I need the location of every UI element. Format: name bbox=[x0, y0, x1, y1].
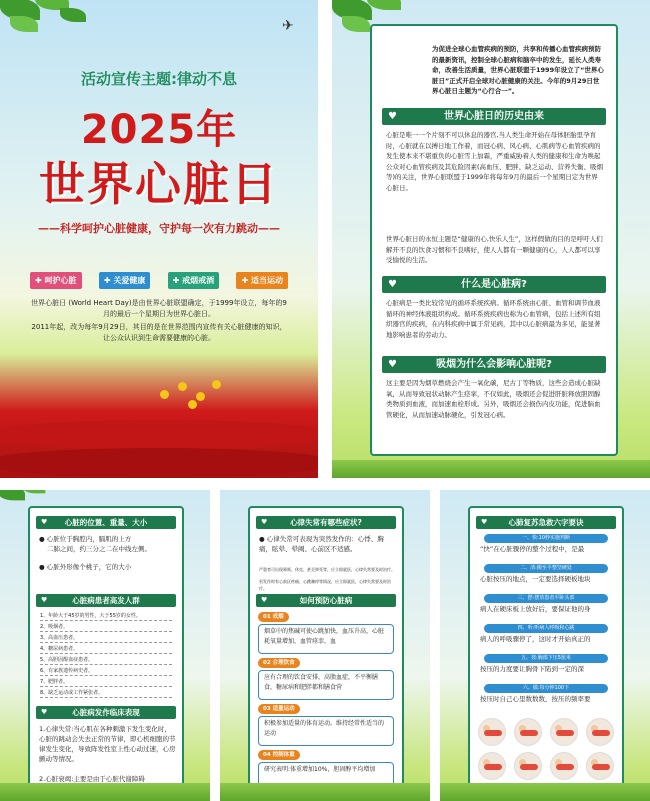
item-text: 积极参加适量的体育运动。维持经常性适当的运动 bbox=[258, 716, 394, 746]
step-text: 按压时自己心里数数数，按压的频率要 bbox=[480, 695, 591, 703]
heart-icon: ♥ bbox=[388, 279, 397, 290]
section-paragraph: 1.心律失常:当心肌在各种刺激下发生变化时，心脏的跳动会失去正常的节律，即心机细胞的节律发生变化，导致阵发性室上性心动过速，心房颤动等情况。 bbox=[39, 725, 176, 763]
heart-icon: ♥ bbox=[261, 596, 268, 604]
poster-cpr bbox=[440, 490, 650, 801]
note-text: 若发作时有心前区疼痛、心跳骤停等情况，应立即就医，心律失常要及时治疗。 bbox=[259, 579, 391, 591]
list-item: 4、糖尿病患者。 bbox=[40, 645, 172, 654]
intro-paragraph: 为促进全球心血管疾病的预防，共享和传播心血管疾病预防的最新资讯，控制全球心脏病和脑卒中的发生，延长人类寿命，改善生活质量，世界心脏联盟于1999年设立了“世界心脏日”正式开启全球对心脏健康的关注。今年的9月29日世界心脏日主题为“心行合一”。 bbox=[432, 45, 604, 95]
section-heading: ♥ 什么是心脏病? bbox=[382, 276, 606, 293]
grass-decoration bbox=[220, 783, 430, 801]
red-ribbon bbox=[0, 420, 318, 450]
cpr-illustration bbox=[514, 752, 542, 780]
heart-icon: ♥ bbox=[388, 111, 397, 122]
poster-prevention bbox=[220, 490, 430, 801]
section-paragraph: 心脏病是一类比较常见的循环系统疾病。循环系统由心脏、血管和调节血液循环的神经体液组织构成。循环系统疾病也称为心血管病，包括上述所有组织器官的疾病，在内科疾病中属于常见病，其中以心脏病最为多见，能显著地影响患者的劳动力。 bbox=[386, 299, 601, 339]
poster-history bbox=[332, 0, 650, 478]
tag-row bbox=[30, 272, 288, 289]
section-heading: ♥ 心脏病患者高发人群 bbox=[36, 594, 176, 607]
step-text: 按压的力度要让胸骨下陷到一定的深 bbox=[480, 665, 584, 673]
tag-badge: ✚ 呵护心脏 bbox=[30, 272, 82, 289]
section-paragraph: 世界心脏日的永恒主题是“健康的心,快乐人生”，这样假做的目的是呼吁人们解开不良的饮食习惯和不良嗜好，使人人都有一颗健康的心，人人都可以享受愉悦的生活。 bbox=[386, 235, 603, 264]
step-text: 病人在硬床板上放好后，要保证他的身 bbox=[480, 605, 591, 613]
poster-main bbox=[0, 0, 318, 478]
section-heading: ♥ 吸烟为什么会影响心脏呢? bbox=[382, 356, 606, 373]
cpr-illustration bbox=[478, 718, 506, 746]
item-text: 烟草中的焦碱可使心跳加快，血压升高，心脏耗氧量增加，血管痉挛，血 bbox=[258, 624, 394, 654]
item-label: 02 合理饮食 bbox=[258, 658, 300, 668]
cpr-illustration bbox=[514, 718, 542, 746]
section-heading: ♥ 心律失常有哪些症状? bbox=[256, 516, 396, 529]
item-label: 04 控制体重 bbox=[258, 750, 300, 760]
tag-badge: ✚ 关爱健康 bbox=[99, 272, 151, 289]
grass-decoration bbox=[440, 783, 650, 801]
section-paragraph: 心脏是唯一一个片刻不可以休息的器官,当人类生命开始在母体胚胎里孕育时，心脏就在以搏日地工作着，而冠心病、风心病、心肌病等心血管疾病的发生使本来不堪重负的心脏雪上加霜，严重威胁着人类的健康和生命为唤起公众对心血管疾病及其危险因素(高血压、肥胖、缺乏运动、营养失衡、吸烟等)的关注，世界心脏联盟于1999年将每年9月的最后一个星期日定为世界心脏日。 bbox=[386, 131, 604, 192]
step-text: 病人的呼吸骤停了，这时才开始真正的 bbox=[480, 635, 591, 643]
step-heading: 六、做:每分钟100下 bbox=[484, 684, 608, 693]
heart-icon: ♥ bbox=[388, 359, 397, 370]
step-heading: 二、清:搬至平整坚硬处 bbox=[484, 564, 608, 573]
item-label: 01 戒烟 bbox=[258, 612, 289, 622]
cpr-illustration bbox=[550, 752, 578, 780]
list-item: ● 心脏外形像个桃子，它的大小 bbox=[39, 563, 132, 571]
year-heading: 2025年 bbox=[80, 107, 238, 153]
leaves-decoration bbox=[0, 0, 100, 48]
list-item: 7、肥胖者。 bbox=[40, 678, 172, 687]
step-text: “快”在心脏骤停的整个过程中，是最 bbox=[480, 545, 585, 553]
grass-decoration bbox=[0, 783, 210, 801]
item-label: 03 适量运动 bbox=[258, 704, 300, 714]
content-card bbox=[370, 24, 618, 456]
cpr-illustration bbox=[478, 752, 506, 780]
content-card bbox=[248, 506, 404, 791]
list-item: 8、缺乏运动或工作紧张者。 bbox=[40, 689, 172, 698]
list-item: 1、年龄大于45岁的男性，大于55岁的女性。 bbox=[40, 612, 172, 621]
section-heading: ♥ 心脏的位置、重量、大小 bbox=[36, 516, 176, 529]
section-paragraph: 这主要是因为烟草燃烧会产生一氧化碳，尼古丁等物质，这些会造成心脏缺氧，从而导致冠状动脉产生痉挛，不仅如此，吸烟还会促进肝脏释放胆固醇类物质到血液，而加速血栓形成。另外，吸烟还会损伤内皮功能，促进脑血管硬化，从而加速动脉硬化，引发冠心病。 bbox=[386, 379, 601, 419]
list-item: 6、有家族遗传病史者。 bbox=[40, 667, 172, 676]
list-item: 3、高血压患者。 bbox=[40, 634, 172, 643]
flowers-decoration bbox=[150, 378, 240, 418]
list-item: 二肺之间，约三分之二在中线左侧。 bbox=[47, 545, 151, 553]
section-heading: ♥ 心肺复苏急救六字要诀 bbox=[476, 516, 616, 529]
heart-icon: ♥ bbox=[41, 708, 48, 716]
note-text: 严重者可出现晕厥、休克、甚至猝死等，应立即就医，心律失常要及时治疗。 bbox=[259, 567, 395, 572]
list-item: ● 心脏位于胸腔内，膈肌的上方 bbox=[39, 535, 132, 543]
step-text: 心脏按压的地点，一定要选择硬板地块 bbox=[480, 575, 591, 583]
heart-icon: ♥ bbox=[261, 518, 268, 526]
item-text: 研究表明:体重增加10%，胆固醇平均增加 bbox=[258, 762, 394, 788]
tag-badge: ✚ 适当运动 bbox=[236, 272, 288, 289]
section-paragraph: 2.心脏衰竭:主要是由于心脏代谢障碍 bbox=[39, 775, 145, 783]
cpr-illustration bbox=[586, 752, 614, 780]
content-card bbox=[28, 506, 184, 791]
intro-paragraph: 2011年起，改为每年9月29日，其目的是在世界范围内宣传有关心脏健康的知识，让公众认识到生命需要健康的心脏。 bbox=[31, 323, 287, 342]
section-heading: ♥ 世界心脏日的历史由来 bbox=[382, 108, 606, 125]
page-title: 世界心脏日 bbox=[39, 157, 279, 211]
step-heading: 三、摆:摆放患者平卧头部 bbox=[484, 594, 608, 603]
section-heading: ♥ 心脏病发作临床表现 bbox=[36, 706, 176, 719]
intro-paragraph: 世界心脏日 (World Heart Day)是由世界心脏联盟确定，于1999年设立，每年的9月的最后一个星期日为世界心脏日。 bbox=[31, 299, 287, 318]
list-item: 2、吸烟者。 bbox=[40, 623, 172, 632]
tag-badge: ✚ 戒烟戒酒 bbox=[168, 272, 220, 289]
heart-icon: ♥ bbox=[41, 596, 48, 604]
cpr-illustration bbox=[586, 718, 614, 746]
content-card bbox=[468, 506, 624, 791]
step-heading: 四、听:听病人呼吸和心跳 bbox=[484, 624, 608, 633]
red-ribbon bbox=[0, 448, 318, 478]
step-heading: 五、按:胸部下压5厘米 bbox=[484, 654, 608, 663]
subtitle: ——科学呵护心脏健康，守护每一次有力跳动—— bbox=[38, 222, 280, 235]
heart-icon: ♥ bbox=[41, 518, 48, 526]
section-heading: ♥ 如何预防心脏病 bbox=[256, 594, 396, 607]
cpr-illustration bbox=[550, 718, 578, 746]
grass-decoration bbox=[332, 460, 650, 478]
poster-heart-facts bbox=[0, 490, 210, 801]
theme-text: 活动宣传主题:律动不息 bbox=[81, 70, 237, 88]
heart-icon: ♥ bbox=[481, 518, 488, 526]
section-paragraph: ● 心律失常可表现为突然发作的：心悸、胸痛，眩晕、晕阙、心前区不适感。 bbox=[259, 535, 384, 553]
swallow-icon: ✈ bbox=[282, 18, 294, 34]
step-heading: 一、快:10秒实施判断 bbox=[484, 534, 608, 543]
item-text: 应有合理的饮食安排，高脂血症，不平衡膳食，糖尿病和肥胖都和膳食营 bbox=[258, 670, 394, 700]
list-item: 5、高胆固醇血症患者。 bbox=[40, 656, 172, 665]
